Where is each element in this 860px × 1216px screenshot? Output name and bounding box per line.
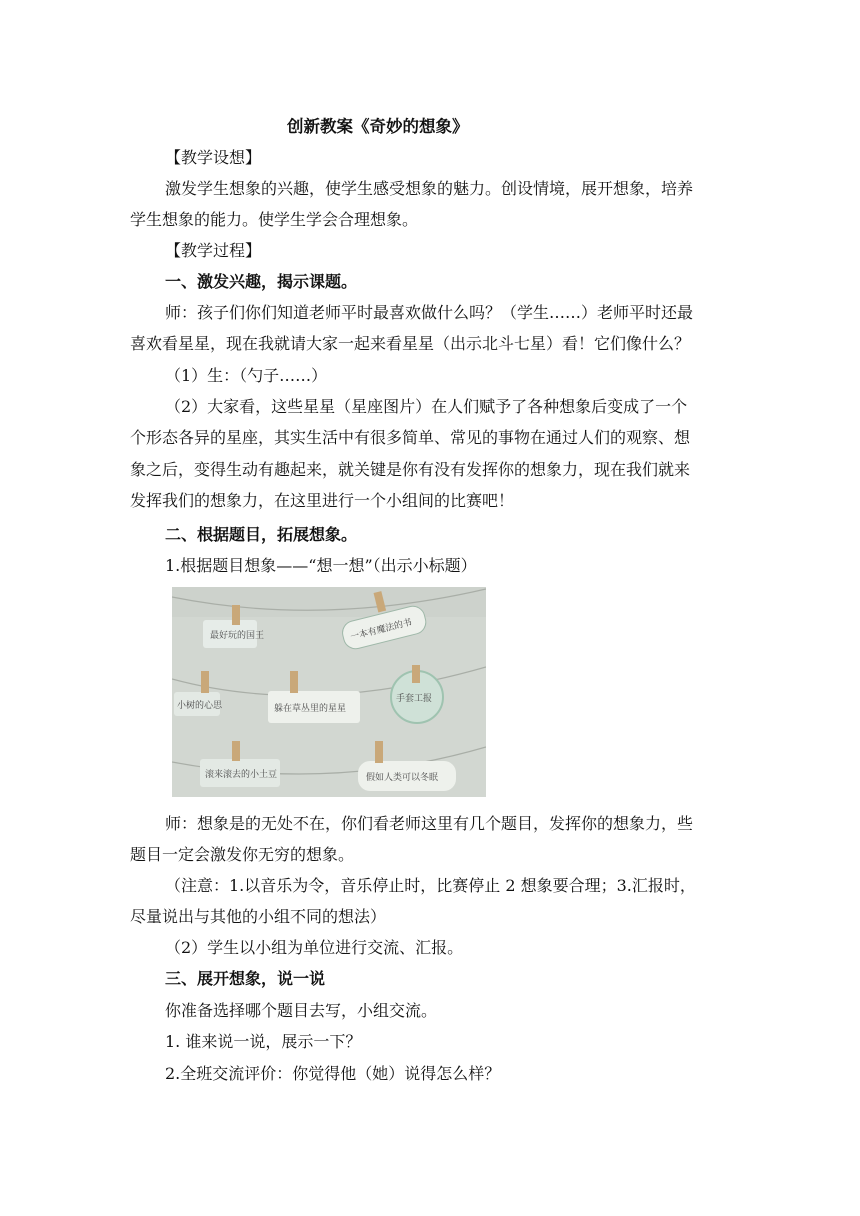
topics-photo xyxy=(172,587,486,797)
section-heading-2: 二、根据题目，拓展想象。 xyxy=(165,525,358,544)
paragraph-line: 喜欢看星星，现在我就请大家一起来看星星（出示北斗七星）看！它们像什么？ xyxy=(130,334,691,353)
paragraph-line: 你准备选择哪个题目去写，小组交流。 xyxy=(165,1001,438,1020)
paragraph-line: （1）生：（勺子……） xyxy=(165,366,328,385)
topic-card-3: 小树的心思 xyxy=(177,701,223,711)
topic-card-4: 躲在草丛里的星星 xyxy=(274,704,347,714)
topic-card-2: 一本有魔法的书 xyxy=(349,617,414,643)
paragraph-line: 1. 谁来说一说，展示一下？ xyxy=(165,1032,362,1051)
paragraph-line: 师：想象是的无处不在，你们看老师这里有几个题目，发挥你的想象力，些 xyxy=(165,814,694,833)
document-title: 创新教案《奇妙的想象》 xyxy=(287,117,469,136)
paragraph-line: 2.全班交流评价：你觉得他（她）说得怎么样？ xyxy=(165,1064,501,1083)
teaching-process-heading: 【教学过程】 xyxy=(165,241,262,260)
paragraph-line: 象之后，变得生动有趣起来，就关键是你有没有发挥你的想象力，现在我们就来 xyxy=(130,460,691,479)
section-heading-3: 三、展开想象，说一说 xyxy=(165,969,326,988)
paragraph-line: 1.根据题目想象——“想一想”（出示小标题） xyxy=(165,556,477,575)
paragraph-line: 学生想象的能力。使学生学会合理想象。 xyxy=(130,210,419,229)
paragraph-line: 发挥我们的想象力，在这里进行一个小组间的比赛吧！ xyxy=(130,491,515,510)
teaching-design-heading: 【教学设想】 xyxy=(165,148,262,167)
paragraph-line: （2）大家看，这些星星（星座图片）在人们赋予了各种想象后变成了一个 xyxy=(165,397,688,416)
topic-card-5: 手套工报 xyxy=(396,694,433,704)
paragraph-line: 激发学生想象的兴趣，使学生感受想象的魅力。创设情境，展开想象，培养 xyxy=(165,179,694,198)
paragraph-line: （2）学生以小组为单位进行交流、汇报。 xyxy=(165,938,464,957)
topic-card-1: 最好玩的国王 xyxy=(210,631,265,641)
section-heading-1: 一、激发兴趣，揭示课题。 xyxy=(165,272,358,291)
paragraph-line: 师：孩子们你们知道老师平时最喜欢做什么吗？（学生……）老师平时还最 xyxy=(165,303,694,322)
topic-card-7: 假如人类可以冬眠 xyxy=(366,773,439,783)
paragraph-line: 尽量说出与其他的小组不同的想法） xyxy=(130,907,387,926)
topic-card-6: 滚来滚去的小土豆 xyxy=(205,770,278,780)
paragraph-line: 个形态各异的星座，其实生活中有很多简单、常见的事物在通过人们的观察、想 xyxy=(130,428,691,447)
paragraph-line: 题目一定会激发你无穷的想象。 xyxy=(130,845,355,864)
paragraph-line: （注意：1.以音乐为令，音乐停止时，比赛停止 2 想象要合理；3.汇报时， xyxy=(165,876,696,895)
